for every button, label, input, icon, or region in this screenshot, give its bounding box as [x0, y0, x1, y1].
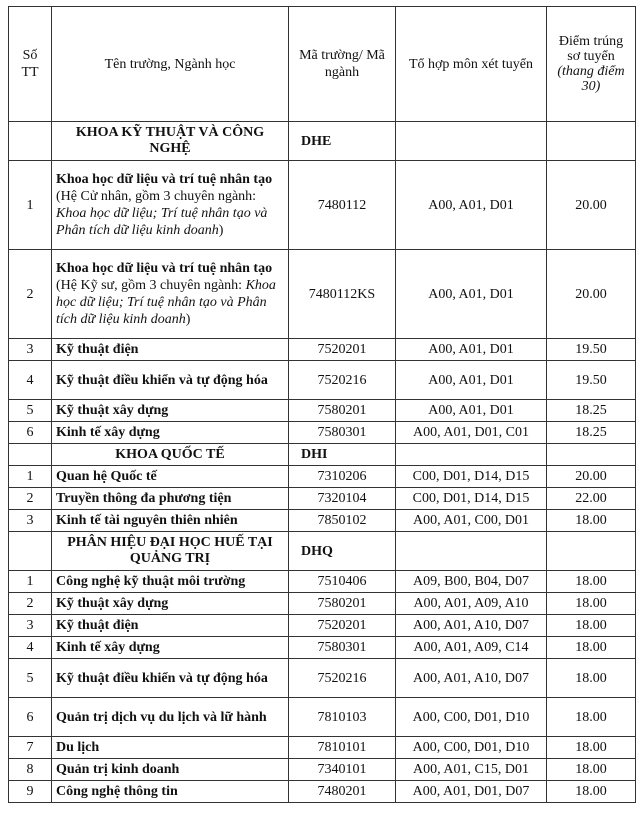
row-code: 7580301 [289, 637, 396, 659]
row-combo: A00, A01, D01 [396, 339, 547, 361]
row-combo: A00, A01, A10, D07 [396, 659, 547, 698]
row-name: Kỹ thuật điện [52, 615, 289, 637]
row-score: 18.25 [547, 422, 636, 444]
row-name: Khoa học dữ liệu và trí tuệ nhân tạo (Hệ Cử nhân, gồm 3 chuyên ngành: Khoa học dữ liệu; Trí tuệ nhân tạo và Phân tích dữ liệu kinh doanh) [52, 161, 289, 250]
row-score: 18.00 [547, 659, 636, 698]
header-combo: Tổ hợp môn xét tuyển [396, 7, 547, 122]
row-combo: A00, A01, A09, A10 [396, 593, 547, 615]
section-code: DHI [289, 444, 396, 466]
row-combo: C00, D01, D14, D15 [396, 488, 547, 510]
table-row [9, 781, 636, 803]
row-combo: A09, B00, B04, D07 [396, 571, 547, 593]
section-header-row [9, 444, 636, 466]
row-score: 18.00 [547, 759, 636, 781]
row-code: 7480112KS [289, 250, 396, 339]
row-combo: A00, A01, D01, D07 [396, 781, 547, 803]
admission-score-table [8, 6, 636, 803]
row-code: 7580201 [289, 400, 396, 422]
row-score: 18.00 [547, 781, 636, 803]
admission-score-table-page [8, 6, 636, 803]
row-code: 7320104 [289, 488, 396, 510]
row-score: 18.00 [547, 615, 636, 637]
row-combo: A00, A01, C15, D01 [396, 759, 547, 781]
row-score: 22.00 [547, 488, 636, 510]
row-code: 7510406 [289, 571, 396, 593]
header-score-label: Điểm trúng sơ tuyển [558, 34, 624, 64]
table-row [9, 339, 636, 361]
header-stt: Số TT [9, 7, 52, 122]
table-header-row [9, 7, 636, 122]
row-stt: 5 [9, 400, 52, 422]
row-stt: 6 [9, 422, 52, 444]
row-name: Quản trị kinh doanh [52, 759, 289, 781]
section-code: DHE [289, 122, 396, 161]
section-title: KHOA KỸ THUẬT VÀ CÔNG NGHỆ [52, 122, 289, 161]
row-combo: A00, A01, A09, C14 [396, 637, 547, 659]
row-name: Kỹ thuật điện [52, 339, 289, 361]
row-score: 18.00 [547, 593, 636, 615]
row-stt: 4 [9, 361, 52, 400]
row-stt: 1 [9, 161, 52, 250]
row-code: 7850102 [289, 510, 396, 532]
header-code: Mã trường/ Mã ngành [289, 7, 396, 122]
row-code: 7580201 [289, 593, 396, 615]
row-name: Kỹ thuật xây dựng [52, 593, 289, 615]
row-score: 18.00 [547, 637, 636, 659]
header-score-scale: (thang điểm 30) [557, 64, 625, 94]
table-row [9, 466, 636, 488]
row-code: 7340101 [289, 759, 396, 781]
row-stt: 3 [9, 615, 52, 637]
row-stt: 3 [9, 339, 52, 361]
row-combo: A00, C00, D01, D10 [396, 737, 547, 759]
row-stt: 2 [9, 250, 52, 339]
section-header-row [9, 122, 636, 161]
row-code: 7520216 [289, 659, 396, 698]
row-combo: A00, A01, D01 [396, 161, 547, 250]
row-stt: 6 [9, 698, 52, 737]
row-code: 7310206 [289, 466, 396, 488]
row-score: 18.00 [547, 737, 636, 759]
table-row [9, 161, 636, 250]
row-code: 7580301 [289, 422, 396, 444]
row-code: 7520201 [289, 339, 396, 361]
row-name: Công nghệ thông tin [52, 781, 289, 803]
table-row [9, 400, 636, 422]
table-row [9, 361, 636, 400]
row-code: 7480112 [289, 161, 396, 250]
section-code: DHQ [289, 532, 396, 571]
row-name: Truyền thông đa phương tiện [52, 488, 289, 510]
header-name: Tên trường, Ngành học [52, 7, 289, 122]
row-name: Kinh tế xây dựng [52, 637, 289, 659]
row-name: Kỹ thuật điều khiển và tự động hóa [52, 659, 289, 698]
table-row [9, 510, 636, 532]
row-combo: A00, C00, D01, D10 [396, 698, 547, 737]
row-combo: A00, A01, A10, D07 [396, 615, 547, 637]
row-name: Du lịch [52, 737, 289, 759]
row-code: 7480201 [289, 781, 396, 803]
table-row [9, 698, 636, 737]
row-stt: 1 [9, 571, 52, 593]
row-name: Quan hệ Quốc tế [52, 466, 289, 488]
row-score: 18.00 [547, 698, 636, 737]
row-stt: 3 [9, 510, 52, 532]
row-combo: A00, A01, D01 [396, 250, 547, 339]
row-score: 19.50 [547, 361, 636, 400]
row-code: 7810103 [289, 698, 396, 737]
row-name: Công nghệ kỹ thuật môi trường [52, 571, 289, 593]
row-score: 18.00 [547, 571, 636, 593]
row-name: Kinh tế xây dựng [52, 422, 289, 444]
row-stt: 8 [9, 759, 52, 781]
row-stt: 5 [9, 659, 52, 698]
row-score: 18.25 [547, 400, 636, 422]
row-score: 20.00 [547, 250, 636, 339]
row-combo: A00, A01, D01 [396, 361, 547, 400]
table-row [9, 759, 636, 781]
row-stt: 2 [9, 593, 52, 615]
row-score: 19.50 [547, 339, 636, 361]
row-stt: 1 [9, 466, 52, 488]
row-code: 7810101 [289, 737, 396, 759]
row-code: 7520216 [289, 361, 396, 400]
row-combo: A00, A01, D01, C01 [396, 422, 547, 444]
row-name: Kinh tế tài nguyên thiên nhiên [52, 510, 289, 532]
row-name: Khoa học dữ liệu và trí tuệ nhân tạo (Hệ Kỹ sư, gồm 3 chuyên ngành: Khoa học dữ liệu; Trí tuệ nhân tạo và Phân tích dữ liệu kinh doanh) [52, 250, 289, 339]
row-stt: 9 [9, 781, 52, 803]
row-stt: 7 [9, 737, 52, 759]
table-row [9, 637, 636, 659]
row-stt: 2 [9, 488, 52, 510]
row-score: 18.00 [547, 510, 636, 532]
row-combo: C00, D01, D14, D15 [396, 466, 547, 488]
table-row [9, 593, 636, 615]
row-name: Kỹ thuật xây dựng [52, 400, 289, 422]
row-stt: 4 [9, 637, 52, 659]
row-name: Kỹ thuật điều khiển và tự động hóa [52, 361, 289, 400]
table-row [9, 615, 636, 637]
row-code: 7520201 [289, 615, 396, 637]
row-combo: A00, A01, C00, D01 [396, 510, 547, 532]
header-score [547, 7, 636, 122]
table-row [9, 250, 636, 339]
row-score: 20.00 [547, 161, 636, 250]
table-row [9, 422, 636, 444]
section-title: PHÂN HIỆU ĐẠI HỌC HUẾ TẠI QUẢNG TRỊ [52, 532, 289, 571]
section-title: KHOA QUỐC TẾ [52, 444, 289, 466]
row-score: 20.00 [547, 466, 636, 488]
table-row [9, 737, 636, 759]
table-row [9, 571, 636, 593]
table-row [9, 488, 636, 510]
row-name: Quản trị dịch vụ du lịch và lữ hành [52, 698, 289, 737]
section-header-row [9, 532, 636, 571]
row-combo: A00, A01, D01 [396, 400, 547, 422]
table-row [9, 659, 636, 698]
